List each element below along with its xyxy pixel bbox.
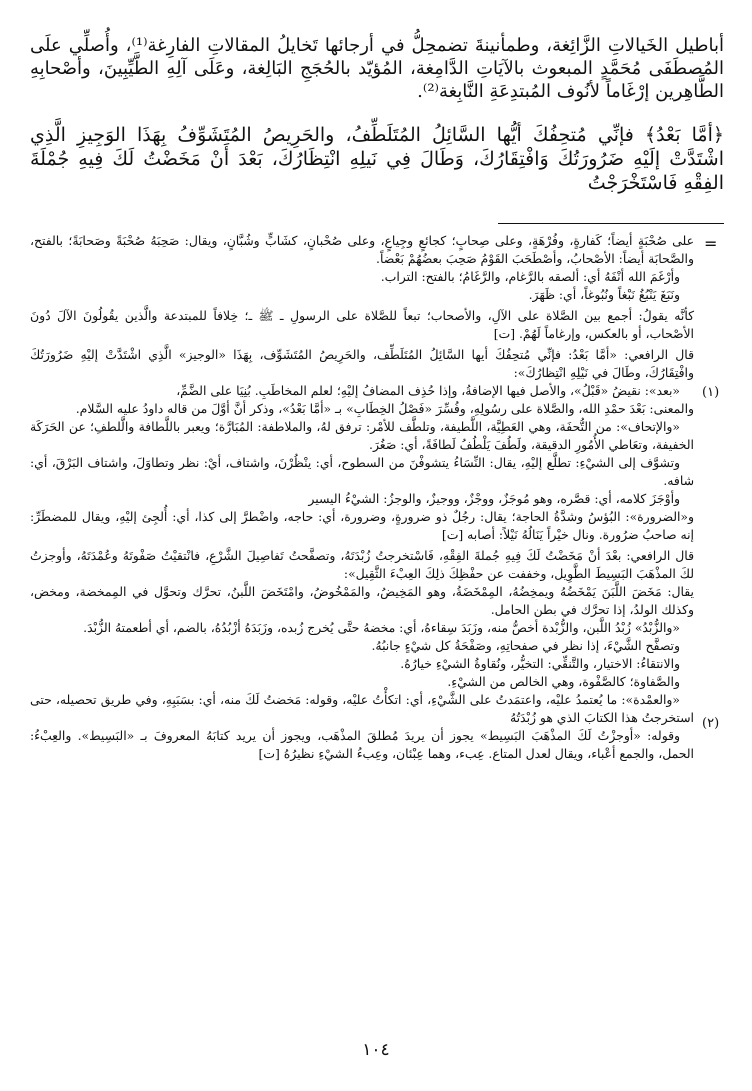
footnotes-block [30,232,694,763]
footnote-line: يقال: مَخَضَ اللَّبَنَ يَمْخَضُهُ ويمخِضُهُ، المِمْخَضَةُ، وهو المَخِيضُ، والمَمْخُوضُ، وامْتَخَضَ اللَّبنُ، تحرَّك وتحوَّل في المِمخضة، ومخض، وكذلك الولدُ، إذا تحرَّك في بطن الحامل. [30,584,694,617]
footnote-line: وأرْغَمَ الله أنْفَهُ أي: ألصقه بالرَّغام، والرَّغَامُ؛ بالفتح: التراب. [380,269,680,284]
footnote-2-heading: قال الرافعي: بعْدَ أنْ مَخَضْتُ لَكَ فِيهِ جُملةَ الفِقْهِ، فَاسْتخرجتُ زُبْدَتَهُ، وتصفَّحتُ تَفاصِيلَ الشَّرْعِ، فانْتقيْتُ صَفْوتَهُ وعُمْدَتَهُ، وأوجزتُ لكَ المذْهَبَ البَسِيطَ الطَّوِيل، وخففت عن حفْظِكَ ذلِكَ العِبْءَ الثَّقِيل»: [30,548,694,581]
footnote-1-heading: قال الرافعي: «أمَّا بَعْدُ: فإنِّي مُتحِفُكَ أيها السَّائِلُ المُتَلَطِّف، والحَرِيصُ المُتَشَوِّف، بِهَذَا «الوجيز» الَّذِي اشْتَدَّتْ إليْهِ ضَرُورَتُكَ وافْتِقَارُكَ، وطَالَ في نَيْلِهِ انْتِظارُكَ»: [30,347,694,380]
footnote-separator [498,223,724,224]
main-paragraph-opening: أباطيل الخَيالاتِ الزَّائِغة، وطمأنينةَ تضمحِلُّ في أرجائها تَخايلُ المقالاتِ الفارِغة⁽¹⁾، وأُصلِّي علَى المُصطَفَى مُحَمَّدٍ المبعوث بالآيَاتِ الدَّامِغة، المُؤيّد بالحُجَجِ البَالِغة، وعَلَى آلِهِ الطَّيِّبِينَ، وأصْحابِهِ الطَّاهِرين إرْغَاماً لأنُوف المُبتدِعَةِ النَّابِغة⁽²⁾. [30,35,724,102]
footnote-continuation-marker: = [704,234,718,253]
footnote-line: «بعد»: نقيضُ «قَبْلُ»، والأصل فيها الإضافةُ، وإذا حُذِف المضافُ إليْهِ؛ لعلم المخاطَبِ. بُنِيَا على الضَّمِّ، [176,383,680,398]
main-paragraph-amma-baad: ﴿أمَّا بَعْدُ﴾ فإنِّي مُتحِفُكَ أيُّها السَّائِلُ المُتَلَطِّفُ، والحَرِيصُ المُتَشَوِّفُ بِهَذَا الوَجِيزِ الَّذِي اشْتَدَّتْ إلَيْهِ ضَرُورَتُكَ وَافْتِقَارُكَ، وَطَالَ فِي نَيلِهِ انْتِظَارُكَ، بَعْدَ أَنْ مَخَضْتُ لَكَ فِيهِ جُمْلَةَ الفِقْهِ فَاسْتَخْرَجْتُ [30,124,724,194]
footnote-number-2: (٢) [702,716,720,731]
footnote-line: والمعنى: بَعْدَ حمْدِ الله، والصَّلاة على رسُولِهِ، وفُسِّرَ «فَصْلُ الخِطَابِ» بـ «أمَّا بَعْدُ»، وذكر أنَّ أوَّلَ من قاله داودُ عليه السَّلام. [75,401,694,416]
footnote-line: «والزُّبْدُ» زُبْدُ اللَّبن، والزُّبْدة أخصُّ منه، وزَبَدَ سِقاءهُ، أي: مخضهُ حتَّى يُخرج زُبده، وزَبَدَهُ أزْبُدُهُ، بالضم، أي أطعمتهُ الزُّبْدَ. [83,620,680,635]
footnote-number-1: (١) [702,385,720,400]
footnote-line: كأنَّه يقولُ: أجمع بين الصَّلاة على الآلِ، والأصحاب؛ تبعاً للصَّلاة على الرسولِ ـ ﷺ ـ؛ خِلافاً للمبتدعة والَّذين يقُولُونَ الآلَ دُونَ الأصْحاب، أو بالعكس، وإرغاماً لَهُمْ. [ت] [30,308,694,341]
footnote-line: و«الضرورة»: البُؤسُ وشدَّةُ الحاجة؛ يقال: رجُلٌ ذو ضرورةٍ، وضرورة، أي: حاجه، واضْطرَّ إلى كذا، أي: أُلجِئ إليْهِ، ويقال للمضطَرِّ: إنه صاحبُ ضرُورة. ونال خيْراً يَنَالُهُ نَيْلاً: أصابه [ت] [30,509,694,542]
footnote-line: والانتقاءُ: الاختيار، والتَّنقِّي: التخيُّر، ونُقاوةُ الشيْءِ خيارُهُ. [400,656,680,671]
footnote-line: وتصفَّح الشَّيْءَ، إذا نظر في صفحاتِهِ، وصَفْحَةُ كل شيْءٍ جانبُهُ. [371,638,680,653]
page-number: ١٠٤ [362,1040,390,1060]
footnote-line: وتشوَّف إلى الشيْءِ: تطلَّع إليْهِ، يقال: النِّسَاءُ يتشوفْنَ من السطوح، أي: ينْظُرْنَ، واشتاف، أيْ: نظر وتطاوَلَ، واشتاف البَرْقَ، أي: شافه. [30,455,694,488]
footnote-line: «والإتحاف»: من التُّحفَة، وهي العَطِيَّة، اللَّطيفة، وتلطَّف للأمْر: ترفق لهُ، والملاطفة: المُبَارَّة؛ ويعبر باللَّطافة والَّلطفِ؛ عن الحَرَكَة الخفيفة، وتعَاطي الأُمُورِ الدقيقة، ولَطُفَ يَلْطُفُ لَطافَةً، أي: صَغُرَ. [30,419,694,452]
footnote-line: وقوله: «أوجزْتُ لَكَ المذْهَبَ البَسِيط» يجوز أن يريدَ مُطلقَ المذْهَب، ويجوز أن يريد كتابَهُ المعروفَ بـ «البَسِيط». والعِبْءُ: الحمل، والجمع أعْباء، ويقال لعدل المتاع. عِبء، وهما عِبْئان، وعِبءُ الشيْءِ نظيرُهُ [ت] [30,728,694,761]
footnote-line: وأوْجَزَ كلامه، أي: قصَّره، وهو مُوجَزٌ، ووجْزٌ، ووجيزٌ، والوجزُ: الشيْءُ اليسير [308,491,680,506]
footnote-line: «والعمْدة»: ما يُعتمدُ عليْه، واعتمَدتُ على الشَّيْءِ، أي: اتكأْتُ عليْه، وقوله: مَخضتُ لَكَ منه، أي: بسَبَبِهِ، وفي طريق تحصيله، حتى استخرجتُ هذا الكتابَ الذي هو زُبْدَتُهُ [30,692,694,725]
footnote-line: ونَبَغَ يَنْبُغُ نَبْغاً ونُبُوغاً، أي: ظَهَرَ. [528,287,680,302]
footnote-line: والصَّفاوة؛ كالصَّفْوة، وهي الخالص من الشيْءِ. [447,674,680,689]
footnote-line: على صُحْبَةٍ أيضاً؛ كَفارةٍ، وفُرْهَةٍ، وعلى صِحابٍ؛ كجائعٍ وجِياعٍ، وعلى صُحْبانٍ، كشَابٍّ وشُبَّانٍ، ويقال: صَحِبَهُ صُحْبَةً وصَحابَةً؛ بالفتح، والصَّحابَة أيضاً: الأصْحابُ، وأصْطَحَبَ القَوْمُ صَحِبَ بعضُهُمْ بَعْضاً. [30,233,694,266]
main-text-block [30,34,724,195]
